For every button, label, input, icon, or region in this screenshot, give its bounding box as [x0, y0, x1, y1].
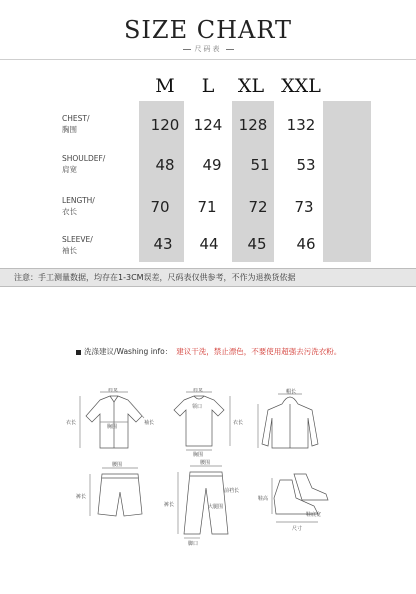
diag-label: 尺寸 [292, 526, 303, 532]
cell-chest-xxl: 132 [286, 116, 316, 134]
column-band-edge [323, 101, 371, 262]
header-divider [0, 59, 416, 60]
row-label-en: SLEEVE/ [62, 235, 93, 244]
diag-label: 胸围 [107, 424, 118, 430]
cell-sleeve-xxl: 46 [296, 235, 316, 253]
cell-length-l: 71 [197, 198, 217, 216]
row-label-cn: 衣长 [62, 207, 77, 216]
shorts-diagram-icon [90, 468, 142, 516]
row-label-sleeve [62, 234, 142, 256]
row-label-shoulder [62, 153, 142, 175]
row-label-cn: 胸围 [62, 125, 77, 134]
row-label-en: CHEST/ [62, 114, 90, 123]
diag-label: 帽长 [286, 389, 297, 395]
cell-length-m: 70 [150, 198, 170, 216]
size-header-m: M [155, 75, 175, 97]
cell-sleeve-xl: 45 [247, 235, 267, 253]
diag-label: 鞋高 [258, 496, 269, 502]
hoodie-diagram-icon [258, 394, 318, 448]
diag-label: 腰围 [112, 462, 123, 468]
cell-length-xxl: 73 [294, 198, 314, 216]
diag-label: 肩宽 [193, 388, 204, 393]
row-label-length [62, 195, 142, 217]
diag-label: 袖长 [144, 420, 155, 426]
diag-label: 鞋底宽 [306, 512, 322, 518]
pants-diagram-icon [178, 466, 228, 538]
size-header-xl: XL [237, 75, 265, 97]
diag-label: 大腿围 [208, 504, 224, 510]
chart-title: SIZE CHART [123, 16, 293, 44]
row-label-en: SHOULDEF/ [62, 154, 106, 163]
size-header-xxl: XXL [281, 75, 321, 97]
diag-label: 肩宽 [108, 388, 119, 393]
diag-label: 裤长 [76, 494, 87, 500]
measurement-note: 注意：手工测量数据，均存在1-3CM误差，尺码表仅供参考，不作为退换货依据 [0, 268, 416, 287]
subtitle-text: 尺码表 [194, 45, 222, 53]
square-bullet-icon [76, 350, 81, 355]
cell-shoulder-m: 48 [155, 156, 175, 174]
row-label-chest [62, 113, 142, 135]
cell-sleeve-m: 43 [153, 235, 173, 253]
diag-label: 腰围 [200, 460, 211, 466]
diag-label: 衣长 [233, 420, 244, 426]
cell-chest-l: 124 [193, 116, 223, 134]
cell-sleeve-l: 44 [199, 235, 219, 253]
washing-label: 洗涤建议/Washing info： [84, 347, 173, 356]
diag-label: 前裆长 [224, 488, 240, 494]
size-header-l: L [201, 75, 215, 97]
diag-label: 脚口 [188, 541, 199, 547]
cell-shoulder-l: 49 [202, 156, 222, 174]
subtitle-rule-left [183, 49, 191, 50]
subtitle-rule-right [226, 49, 234, 50]
diag-label: 衣长 [66, 420, 77, 426]
cell-chest-m: 120 [150, 116, 180, 134]
diag-label: 领口 [192, 404, 203, 410]
diag-label: 裤长 [164, 502, 175, 508]
measurement-diagrams [60, 388, 360, 548]
cell-shoulder-xl: 51 [250, 156, 270, 174]
washing-info [76, 346, 341, 357]
washing-warning: 建议干洗，禁止漂色，不要使用超强去污洗衣粉。 [176, 347, 342, 356]
shirt-diagram-icon [80, 392, 144, 448]
row-label-cn: 袖长 [62, 246, 77, 255]
tshirt-diagram-icon [174, 392, 230, 450]
cell-chest-xl: 128 [238, 116, 268, 134]
row-label-en: LENGTH/ [62, 196, 95, 205]
cell-length-xl: 72 [248, 198, 268, 216]
cell-shoulder-xxl: 53 [296, 156, 316, 174]
row-label-cn: 肩宽 [62, 165, 77, 174]
diag-label: 胸围 [193, 452, 204, 458]
chart-subtitle [0, 44, 416, 54]
